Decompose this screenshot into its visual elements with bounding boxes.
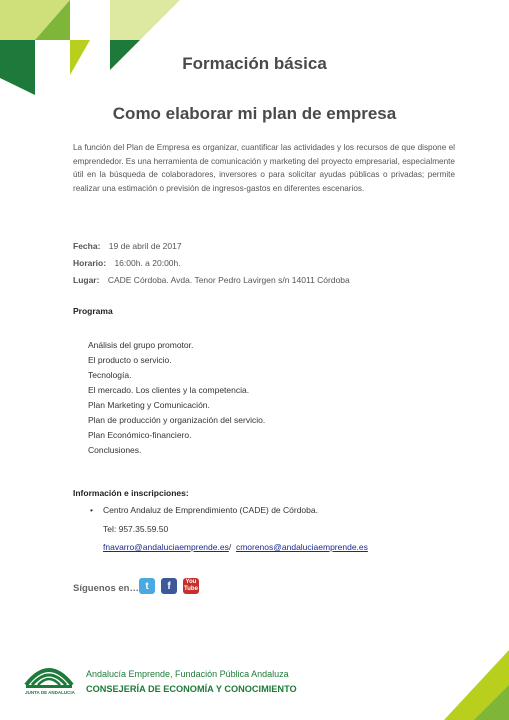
email-link-fnavarro[interactable]: fnavarro@andaluciaemprende.es — [103, 542, 229, 552]
date-row — [73, 238, 350, 255]
event-details — [73, 238, 350, 289]
social-icons — [139, 578, 199, 594]
list-item: El mercado. Los clientes y la competencia. — [88, 385, 250, 395]
list-item: El producto o servicio. — [88, 355, 172, 365]
location-row — [73, 272, 350, 289]
date-label: Fecha: — [73, 241, 101, 251]
centre-name: Centro Andaluz de Emprendimiento (CADE) de Córdoba. — [103, 505, 318, 515]
list-item: Plan de producción y organización del servicio. — [88, 415, 266, 425]
list-item: Tecnología. — [88, 370, 132, 380]
program-heading: Programa — [73, 306, 113, 316]
location-value: CADE Córdoba. Avda. Tenor Pedro Lavirgen s/n 14011 Córdoba — [107, 275, 350, 285]
list-item: Análisis del grupo promotor. — [88, 340, 194, 350]
schedule-label: Horario: — [73, 258, 107, 268]
youtube-icon[interactable]: You Tube — [184, 579, 198, 592]
bullet-icon: • — [90, 505, 93, 515]
page-subtitle: Formación básica — [182, 54, 327, 73]
intro-paragraph: La función del Plan de Empresa es organizar, cuantificar las actividades y los recursos de que dispone el emprendedor. Es una herramienta de comunicación y marketing del proyecto empresarial, especialmente útil en la búsqueda de colaboradores, inversores o para solicitar ayudas públicas o privadas; permite realizar una estimación o previsión de ingresos-gastos en diferentes escenarios. — [73, 143, 455, 193]
info-centre — [90, 505, 318, 515]
twitter-icon[interactable]: t — [139, 578, 155, 594]
location-label: Lugar: — [73, 275, 100, 285]
info-heading: Información e inscripciones: — [73, 488, 189, 498]
email-link-cmorenos[interactable]: cmorenos@andaluciaemprende.es — [235, 542, 368, 552]
program-list — [88, 338, 265, 458]
social-label: Síguenos en… — [73, 583, 139, 594]
facebook-icon[interactable]: f — [161, 578, 177, 594]
contact-emails — [103, 542, 368, 552]
email-separator: / — [228, 542, 232, 552]
logo-caption: JUNTA DE ANDALUCIA — [25, 690, 75, 695]
phone-number: Tel: 957.35.59.50 — [103, 524, 169, 534]
organization-name: Andalucía Emprende, Fundación Pública Andaluza — [86, 669, 289, 679]
ministry-name: CONSEJERÍA DE ECONOMÍA Y CONOCIMIENTO — [86, 684, 297, 694]
page-title: Como elaborar mi plan de empresa — [112, 104, 397, 123]
schedule-value: 16:00h. a 20:00h. — [114, 258, 181, 268]
corner-decoration-bottom-right — [429, 640, 509, 720]
schedule-row — [73, 255, 350, 272]
list-item: Plan Económico-financiero. — [88, 430, 192, 440]
date-value: 19 de abril de 2017 — [108, 241, 182, 251]
list-item: Plan Marketing y Comunicación. — [88, 400, 210, 410]
list-item: Conclusiones. — [88, 445, 142, 455]
